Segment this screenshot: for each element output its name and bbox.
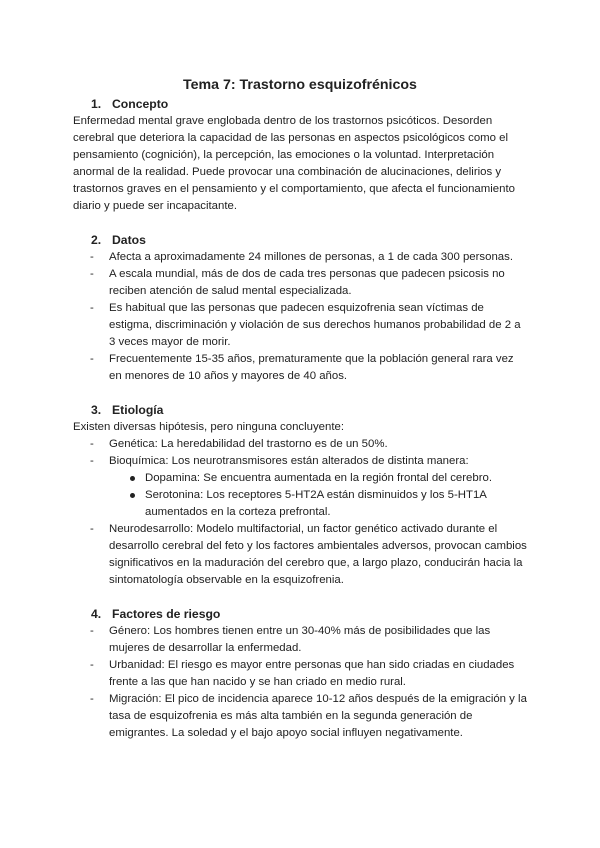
section-number: 3. (91, 403, 102, 417)
list-item: - Afecta a aproximadamente 24 millones de personas, a 1 de cada 300 personas. (73, 249, 528, 266)
list-item: - A escala mundial, más de dos de cada tres personas que padecen psicosis no reciben atención de salud mental especializada. (73, 266, 528, 300)
list-item: - Frecuentemente 15-35 años, prematuramente que la población general rara vez en menores de 10 años y mayores de 40 años. (73, 351, 528, 385)
list-item: - Es habitual que las personas que padecen esquizofrenia sean víctimas de estigma, discriminación y violación de sus derechos humanos probabilidad de 2 a 3 veces mayor de morir. (73, 300, 528, 351)
list-item: - Urbanidad: El riesgo es mayor entre personas que han sido criadas en ciudades frente a las que han nacido y se han criado en medio rural. (73, 657, 528, 691)
list-item: - Neurodesarrollo: Modelo multifactorial, un factor genético activado durante el desarrollo cerebral del feto y los factores ambientales adversos, provocan cambios significativos en la maduración del cerebro que, a largo plazo, conducirán hacia la sintomatología observable en la esquizofrenia. (73, 521, 528, 589)
list-item (73, 453, 528, 521)
section-heading-datos (73, 232, 528, 249)
section-title: Factores de riesgo (112, 607, 221, 621)
section-heading-factores-de-riesgo (73, 606, 528, 623)
section-title: Etiología (112, 403, 164, 417)
list-item-text: Bioquímica: Los neurotransmisores están alterados de distinta manera: (109, 455, 469, 467)
concepto-paragraph: Enfermedad mental grave englobada dentro de los trastornos psicóticos. Desorden cerebral que deteriora la capacidad de las personas en aspectos psicológicos como el pensamiento (cognición), la percepción, las emociones o la voluntad. Interpretación anormal de la realidad. Puede provocar una combinación de alucinaciones, delirios y trastornos graves en el pensamiento y el comportamiento, que afecta el funcionamiento diario y puede ser incapacitante. (73, 115, 515, 212)
section-heading-etiologia (73, 402, 528, 419)
document-body (73, 96, 528, 742)
factores-list (73, 623, 528, 742)
datos-list (73, 249, 528, 385)
section-number: 4. (91, 607, 102, 621)
document-title: Tema 7: Trastorno esquizofrénicos (183, 77, 417, 93)
list-item: - Género: Los hombres tienen entre un 30-40% más de posibilidades que las mujeres de desarrollar la enfermedad. (73, 623, 528, 657)
section-heading-concepto (73, 96, 528, 113)
list-item: - Migración: El pico de incidencia aparece 10-12 años después de la emigración y la tasa de esquizofrenia es más alta también en la segunda generación de emigrantes. La soledad y el bajo apoyo social influyen negativamente. (73, 691, 528, 742)
section-number: 1. (91, 97, 102, 111)
etiologia-list (73, 436, 528, 589)
sub-list-item: Dopamina: Se encuentra aumentada en la región frontal del cerebro. (109, 470, 528, 487)
bioquimica-sublist (109, 470, 528, 521)
etiologia-intro: Existen diversas hipótesis, pero ninguna concluyente: (73, 421, 345, 433)
list-item: - Genética: La heredabilidad del trastorno es de un 50%. (73, 436, 528, 453)
section-number: 2. (91, 233, 102, 247)
sub-list-item: Serotonina: Los receptores 5-HT2A están disminuidos y los 5-HT1A aumentados en la corteza prefrontal. (109, 487, 528, 521)
section-title: Datos (112, 233, 146, 247)
section-title: Concepto (112, 97, 169, 111)
